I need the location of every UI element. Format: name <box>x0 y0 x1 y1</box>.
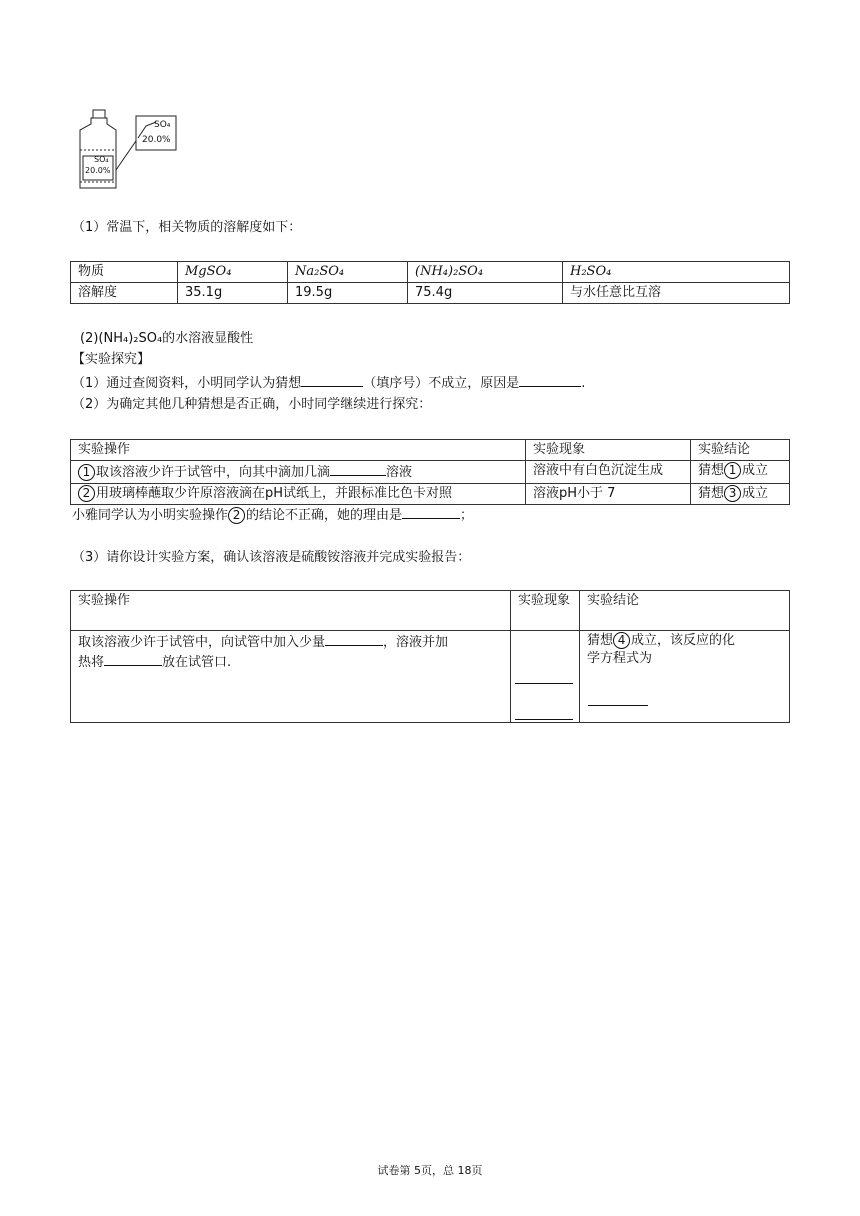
table-cell: 75.4g <box>408 283 563 304</box>
table-row <box>71 591 790 631</box>
table-cell: 溶液中有白色沉淀生成 <box>526 461 691 484</box>
table-cell: 猜想 3 成立 <box>691 484 790 505</box>
solubility-table <box>70 261 790 304</box>
table-row <box>71 440 790 461</box>
answer-blank[interactable] <box>301 373 363 387</box>
page-footer: 试卷第 5页，总 18页 <box>377 1164 483 1177</box>
question-2: （2）为确定其他几种猜想是否正确，小时同学继续进行探究： <box>72 397 432 412</box>
design-op-line-2: 热将 放在试管口. <box>78 652 503 672</box>
table-cell <box>580 631 790 723</box>
table-header-cell: 实验操作 <box>71 440 526 461</box>
tag-label-formula: SO₄ <box>154 120 171 130</box>
table-cell: 猜想 1 成立 <box>691 461 790 484</box>
answer-blank[interactable] <box>402 505 460 519</box>
circled-number: 3 <box>724 485 741 502</box>
reagent-bottle-figure <box>76 108 181 190</box>
table-cell: 溶液pH小于 7 <box>526 484 691 505</box>
table-header-cell: H₂SO₄ <box>563 262 790 283</box>
answer-blank[interactable] <box>515 719 573 720</box>
circled-number: 2 <box>78 485 95 502</box>
note-line: 小雅同学认为小明实验操作 2 的结论不正确，她的理由是 ； <box>72 505 473 525</box>
circled-number: 1 <box>78 464 95 481</box>
table-cell: 1 取该溶液少许于试管中，向其中滴加几滴 溶液 <box>71 461 526 484</box>
table-row <box>71 461 790 484</box>
answer-blank[interactable] <box>588 705 648 706</box>
info-item-2: (2)(NH₄)₂SO₄的水溶液显酸性 <box>80 331 254 346</box>
bottle-label-percent: 20.0% <box>85 166 111 175</box>
table-header-cell: 实验结论 <box>580 591 790 631</box>
design-table <box>70 590 790 723</box>
circled-number: 1 <box>724 462 741 479</box>
bottle-label-formula: SO₄ <box>94 155 109 164</box>
table-header-cell: Na₂SO₄ <box>288 262 408 283</box>
table-cell <box>511 631 580 723</box>
circled-number: 4 <box>613 632 630 649</box>
circled-number: 2 <box>228 507 245 524</box>
table-row-label: 溶解度 <box>71 283 178 304</box>
answer-blank[interactable] <box>519 373 581 387</box>
table-header-cell: (NH₄)₂SO₄ <box>408 262 563 283</box>
design-conclusion-line-2: 学方程式为 <box>587 651 653 666</box>
experiment-table <box>70 439 790 505</box>
table-cell: 2 用玻璃棒蘸取少许原溶液滴在pH试纸上，并跟标准比色卡对照 <box>71 484 526 505</box>
question-1: （1）通过查阅资料，小明同学认为猜想 （填序号）不成立，原因是 . <box>72 373 585 393</box>
table-cell: 与水任意比互溶 <box>563 283 790 304</box>
table-row <box>71 262 790 283</box>
table-cell: 35.1g <box>178 283 288 304</box>
info-item-1: （1）常温下，相关物质的溶解度如下： <box>72 220 302 235</box>
answer-blank[interactable] <box>515 683 573 684</box>
question-3: （3）请你设计实验方案，确认该溶液是硫酸铵溶液并完成实验报告： <box>72 550 471 565</box>
answer-blank[interactable] <box>104 652 162 666</box>
table-header-cell: 实验操作 <box>71 591 511 631</box>
table-row <box>71 283 790 304</box>
table-header-cell: MgSO₄ <box>178 262 288 283</box>
table-header-cell: 物质 <box>71 262 178 283</box>
table-cell: 19.5g <box>288 283 408 304</box>
table-header-cell: 实验现象 <box>526 440 691 461</box>
answer-blank[interactable] <box>330 462 386 476</box>
section-heading: 【实验探究】 <box>72 352 151 367</box>
answer-blank[interactable] <box>325 632 383 646</box>
design-conclusion-line-1: 猜想 4 成立，该反应的化 <box>587 633 736 648</box>
tag-label-percent: 20.0% <box>142 135 171 145</box>
design-op-line-1: 取该溶液少许于试管中，向试管中加入少量 ，溶液并加 <box>78 632 503 652</box>
table-header-cell: 实验结论 <box>691 440 790 461</box>
table-row <box>71 484 790 505</box>
table-cell <box>71 631 511 723</box>
table-row <box>71 631 790 723</box>
table-header-cell: 实验现象 <box>511 591 580 631</box>
